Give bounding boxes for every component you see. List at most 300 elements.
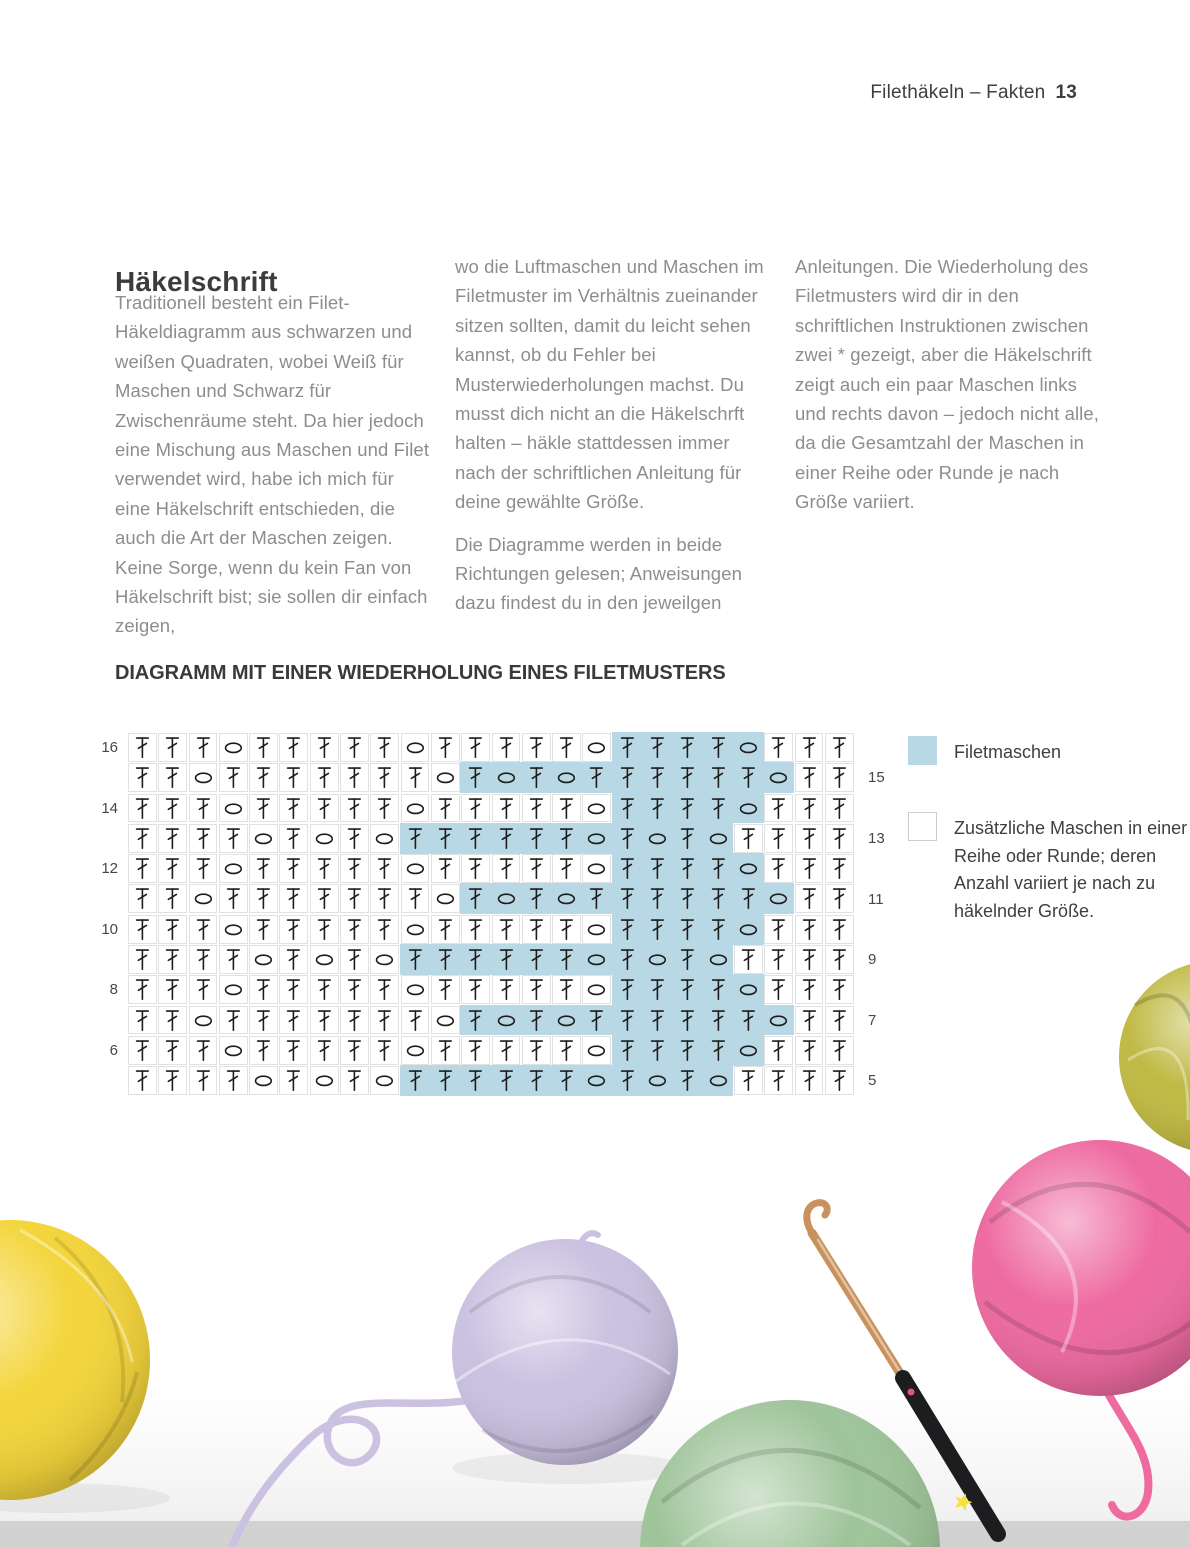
treble-stitch-icon	[583, 764, 610, 791]
treble-stitch-icon	[493, 795, 520, 822]
cell-treble-stitch	[431, 824, 460, 853]
treble-stitch-icon	[614, 855, 641, 882]
chain-stitch-icon	[190, 764, 217, 791]
cell-treble-stitch	[825, 824, 854, 853]
chain-stitch-icon	[432, 764, 459, 791]
legend-item-zusaetzliche-maschen	[908, 812, 1188, 921]
treble-stitch-icon	[674, 916, 701, 943]
cell-treble-stitch	[310, 733, 339, 762]
chain-stitch-icon	[432, 885, 459, 912]
cell-treble-stitch	[189, 854, 218, 883]
row-number-14: 14	[101, 799, 118, 817]
treble-stitch-icon	[705, 734, 732, 761]
cell-treble-stitch	[643, 854, 672, 883]
page-header	[870, 82, 1077, 104]
cell-chain-stitch	[764, 763, 793, 792]
treble-stitch-icon	[190, 825, 217, 852]
cell-treble-stitch	[340, 794, 369, 823]
cell-treble-stitch	[522, 824, 551, 853]
cell-treble-stitch	[825, 794, 854, 823]
treble-stitch-icon	[674, 734, 701, 761]
chain-stitch-icon	[735, 734, 762, 761]
treble-stitch-icon	[159, 885, 186, 912]
treble-stitch-icon	[280, 916, 307, 943]
cell-treble-stitch	[279, 824, 308, 853]
treble-stitch-icon	[402, 885, 429, 912]
chain-stitch-icon	[583, 855, 610, 882]
treble-stitch-icon	[462, 916, 489, 943]
treble-stitch-icon	[796, 916, 823, 943]
cell-chain-stitch	[582, 854, 611, 883]
treble-stitch-icon	[553, 825, 580, 852]
treble-stitch-icon	[493, 855, 520, 882]
cell-treble-stitch	[552, 794, 581, 823]
treble-stitch-icon	[462, 764, 489, 791]
treble-stitch-icon	[280, 825, 307, 852]
treble-stitch-icon	[796, 795, 823, 822]
text-column-1	[115, 288, 430, 654]
chain-stitch-icon	[735, 795, 762, 822]
treble-stitch-icon	[765, 734, 792, 761]
treble-stitch-icon	[796, 825, 823, 852]
row-number-6: 6	[109, 1042, 118, 1059]
treble-stitch-icon	[311, 795, 338, 822]
treble-stitch-icon	[129, 855, 156, 882]
cell-chain-stitch	[401, 794, 430, 823]
treble-stitch-icon	[250, 916, 277, 943]
cell-treble-stitch	[279, 763, 308, 792]
treble-stitch-icon	[826, 795, 853, 822]
row-number-12: 12	[101, 860, 118, 878]
chain-stitch-icon	[493, 885, 520, 912]
row-number-9: 9	[868, 951, 877, 969]
treble-stitch-icon	[735, 885, 762, 912]
cell-chain-stitch	[552, 884, 581, 913]
cell-chain-stitch	[370, 824, 399, 853]
treble-stitch-icon	[129, 764, 156, 791]
cell-treble-stitch	[825, 733, 854, 762]
treble-stitch-icon	[341, 795, 368, 822]
cell-treble-stitch	[279, 794, 308, 823]
treble-stitch-icon	[826, 825, 853, 852]
treble-stitch-icon	[129, 795, 156, 822]
treble-stitch-icon	[159, 734, 186, 761]
cell-chain-stitch	[764, 884, 793, 913]
treble-stitch-icon	[705, 795, 732, 822]
cell-treble-stitch	[158, 824, 187, 853]
treble-stitch-icon	[705, 764, 732, 791]
treble-stitch-icon	[129, 916, 156, 943]
chain-stitch-icon	[402, 795, 429, 822]
treble-stitch-icon	[705, 916, 732, 943]
treble-stitch-icon	[280, 764, 307, 791]
treble-stitch-icon	[462, 885, 489, 912]
cell-treble-stitch	[370, 884, 399, 913]
cell-treble-stitch	[704, 884, 733, 913]
treble-stitch-icon	[644, 885, 671, 912]
treble-stitch-icon	[674, 855, 701, 882]
cell-treble-stitch	[279, 884, 308, 913]
cell-treble-stitch	[189, 794, 218, 823]
cell-treble-stitch	[461, 733, 490, 762]
treble-stitch-icon	[159, 855, 186, 882]
cell-chain-stitch	[219, 794, 248, 823]
treble-stitch-icon	[190, 855, 217, 882]
treble-stitch-icon	[644, 855, 671, 882]
cell-treble-stitch	[219, 884, 248, 913]
cell-treble-stitch	[128, 794, 157, 823]
cell-chain-stitch	[492, 884, 521, 913]
chain-stitch-icon	[583, 825, 610, 852]
treble-stitch-icon	[341, 764, 368, 791]
cell-treble-stitch	[582, 763, 611, 792]
treble-stitch-icon	[705, 855, 732, 882]
cell-chain-stitch	[734, 854, 763, 883]
cell-treble-stitch	[673, 884, 702, 913]
cell-chain-stitch	[431, 763, 460, 792]
treble-stitch-icon	[674, 764, 701, 791]
cell-treble-stitch	[673, 733, 702, 762]
cell-treble-stitch	[370, 733, 399, 762]
cell-treble-stitch	[552, 854, 581, 883]
treble-stitch-icon	[190, 734, 217, 761]
cell-treble-stitch	[310, 794, 339, 823]
treble-stitch-icon	[644, 916, 671, 943]
cell-treble-stitch	[825, 763, 854, 792]
cell-treble-stitch	[613, 733, 642, 762]
cell-treble-stitch	[613, 854, 642, 883]
cell-treble-stitch	[704, 763, 733, 792]
treble-stitch-icon	[250, 885, 277, 912]
treble-stitch-icon	[614, 916, 641, 943]
cell-treble-stitch	[522, 733, 551, 762]
treble-stitch-icon	[371, 764, 398, 791]
paragraph: Anleitungen. Die Wiederholung des Filetmusters wird dir in den schriftlichen Instruktionen zwischen zwei * gezeigt, aber die Häkelschrift zeigt auch ein paar Maschen links und rechts davon – jedoch nicht alle, da die Gesamtzahl der Maschen in einer Reihe oder Runde je nach Größe variiert.	[795, 256, 1100, 513]
cell-treble-stitch	[431, 854, 460, 883]
cell-treble-stitch	[401, 824, 430, 853]
treble-stitch-icon	[341, 916, 368, 943]
treble-stitch-icon	[644, 734, 671, 761]
cell-treble-stitch	[613, 763, 642, 792]
cell-treble-stitch	[310, 763, 339, 792]
treble-stitch-icon	[371, 885, 398, 912]
cell-treble-stitch	[310, 854, 339, 883]
cell-treble-stitch	[704, 794, 733, 823]
treble-stitch-icon	[583, 885, 610, 912]
cell-chain-stitch	[492, 763, 521, 792]
treble-stitch-icon	[432, 795, 459, 822]
cell-chain-stitch	[734, 794, 763, 823]
treble-stitch-icon	[311, 916, 338, 943]
cell-chain-stitch	[552, 763, 581, 792]
legend-label: Zusätzliche Maschen in einer Reihe oder Runde; deren Anzahl variiert je nach zu häkelnder Größe.	[954, 818, 1188, 921]
row-number-8: 8	[109, 981, 118, 999]
treble-stitch-icon	[614, 734, 641, 761]
cell-treble-stitch	[249, 854, 278, 883]
cell-treble-stitch	[825, 884, 854, 913]
cell-chain-stitch	[401, 854, 430, 883]
cell-treble-stitch	[461, 794, 490, 823]
chain-stitch-icon	[735, 855, 762, 882]
treble-stitch-icon	[250, 764, 277, 791]
chain-stitch-icon	[220, 916, 247, 943]
cell-treble-stitch	[764, 854, 793, 883]
treble-stitch-icon	[705, 885, 732, 912]
treble-stitch-icon	[432, 855, 459, 882]
cell-treble-stitch	[370, 763, 399, 792]
handle-dot	[908, 1389, 915, 1396]
cell-treble-stitch	[461, 884, 490, 913]
cell-treble-stitch	[249, 763, 278, 792]
chain-stitch-icon	[493, 764, 520, 791]
treble-stitch-icon	[796, 855, 823, 882]
treble-stitch-icon	[432, 825, 459, 852]
cell-chain-stitch	[582, 794, 611, 823]
treble-stitch-icon	[796, 764, 823, 791]
chain-stitch-icon	[402, 855, 429, 882]
chain-stitch-icon	[402, 734, 429, 761]
treble-stitch-icon	[280, 734, 307, 761]
cell-treble-stitch	[704, 733, 733, 762]
chain-stitch-icon	[705, 825, 732, 852]
cell-treble-stitch	[643, 733, 672, 762]
chain-stitch-icon	[220, 734, 247, 761]
chain-stitch-icon	[371, 825, 398, 852]
cell-chain-stitch	[643, 824, 672, 853]
treble-stitch-icon	[190, 795, 217, 822]
treble-stitch-icon	[735, 764, 762, 791]
cell-treble-stitch	[795, 854, 824, 883]
cell-treble-stitch	[734, 824, 763, 853]
treble-stitch-icon	[280, 795, 307, 822]
cell-treble-stitch	[764, 733, 793, 762]
cell-chain-stitch	[219, 733, 248, 762]
cell-treble-stitch	[128, 884, 157, 913]
cell-treble-stitch	[128, 763, 157, 792]
cell-treble-stitch	[370, 854, 399, 883]
treble-stitch-icon	[826, 764, 853, 791]
treble-stitch-icon	[129, 825, 156, 852]
cell-treble-stitch	[431, 733, 460, 762]
treble-stitch-icon	[190, 916, 217, 943]
cell-chain-stitch	[219, 854, 248, 883]
treble-stitch-icon	[523, 734, 550, 761]
table-edge-strip	[0, 1521, 1190, 1547]
chain-stitch-icon	[402, 916, 429, 943]
treble-stitch-icon	[371, 855, 398, 882]
cell-treble-stitch	[795, 794, 824, 823]
treble-stitch-icon	[826, 885, 853, 912]
chain-stitch-icon	[735, 916, 762, 943]
row-number-16: 16	[101, 739, 118, 756]
page-number: 13	[1055, 82, 1077, 103]
treble-stitch-icon	[402, 764, 429, 791]
cell-treble-stitch	[673, 763, 702, 792]
cell-treble-stitch	[431, 794, 460, 823]
cell-chain-stitch	[704, 824, 733, 853]
treble-stitch-icon	[250, 734, 277, 761]
cell-treble-stitch	[522, 854, 551, 883]
cell-treble-stitch	[279, 854, 308, 883]
cell-treble-stitch	[219, 824, 248, 853]
cell-treble-stitch	[582, 884, 611, 913]
treble-stitch-icon	[220, 885, 247, 912]
cell-treble-stitch	[340, 884, 369, 913]
treble-stitch-icon	[371, 795, 398, 822]
cell-treble-stitch	[128, 733, 157, 762]
treble-stitch-icon	[796, 734, 823, 761]
text-column-2	[455, 252, 770, 631]
treble-stitch-icon	[765, 855, 792, 882]
treble-stitch-icon	[402, 825, 429, 852]
cell-treble-stitch	[825, 854, 854, 883]
chain-stitch-icon	[250, 825, 277, 852]
cell-treble-stitch	[795, 763, 824, 792]
treble-stitch-icon	[311, 885, 338, 912]
cell-treble-stitch	[613, 884, 642, 913]
cell-treble-stitch	[158, 763, 187, 792]
treble-stitch-icon	[674, 795, 701, 822]
chain-stitch-icon	[583, 795, 610, 822]
cell-treble-stitch	[673, 794, 702, 823]
cell-treble-stitch	[461, 763, 490, 792]
treble-stitch-icon	[674, 825, 701, 852]
cell-treble-stitch	[189, 733, 218, 762]
chain-stitch-icon	[765, 764, 792, 791]
cell-treble-stitch	[279, 733, 308, 762]
treble-stitch-icon	[826, 734, 853, 761]
treble-stitch-icon	[614, 764, 641, 791]
treble-stitch-icon	[826, 855, 853, 882]
cell-treble-stitch	[340, 763, 369, 792]
cell-treble-stitch	[461, 824, 490, 853]
treble-stitch-icon	[493, 825, 520, 852]
cell-chain-stitch	[249, 824, 278, 853]
row-number-5: 5	[868, 1072, 877, 1090]
treble-stitch-icon	[674, 885, 701, 912]
cell-chain-stitch	[401, 733, 430, 762]
cell-treble-stitch	[764, 824, 793, 853]
treble-stitch-icon	[280, 855, 307, 882]
cell-treble-stitch	[461, 854, 490, 883]
cell-treble-stitch	[401, 884, 430, 913]
cell-treble-stitch	[522, 794, 551, 823]
treble-stitch-icon	[129, 885, 156, 912]
treble-stitch-icon	[644, 764, 671, 791]
cell-chain-stitch	[582, 733, 611, 762]
chain-stitch-icon	[553, 885, 580, 912]
treble-stitch-icon	[523, 825, 550, 852]
cell-chain-stitch	[189, 884, 218, 913]
treble-stitch-icon	[341, 825, 368, 852]
treble-stitch-icon	[250, 795, 277, 822]
treble-stitch-icon	[129, 734, 156, 761]
treble-stitch-icon	[765, 825, 792, 852]
treble-stitch-icon	[796, 885, 823, 912]
row-number-13: 13	[868, 829, 885, 847]
paragraph: Die Diagramme werden in beide Richtungen gelesen; Anweisungen dazu findest du in den jeweilgen	[455, 533, 742, 614]
cell-treble-stitch	[795, 824, 824, 853]
text-column-3	[795, 252, 1110, 530]
cell-treble-stitch	[795, 884, 824, 913]
chain-stitch-icon	[220, 855, 247, 882]
cell-treble-stitch	[340, 824, 369, 853]
page-header-title: Filethäkeln – Fakten	[870, 82, 1046, 103]
legend-item-filetmaschen	[908, 736, 1062, 770]
yarn-photo-footer	[0, 940, 1190, 1547]
cell-treble-stitch	[249, 884, 278, 913]
chartreuse-yarn-ball	[1119, 961, 1190, 1153]
white-swatch	[908, 812, 937, 841]
cell-treble-stitch	[401, 763, 430, 792]
cell-treble-stitch	[219, 763, 248, 792]
cell-treble-stitch	[128, 854, 157, 883]
blue-swatch	[908, 736, 937, 765]
section-heading: Häkelschrift	[115, 265, 278, 297]
cell-treble-stitch	[643, 884, 672, 913]
chain-stitch-icon	[553, 764, 580, 791]
treble-stitch-icon	[614, 885, 641, 912]
treble-stitch-icon	[371, 916, 398, 943]
cell-treble-stitch	[613, 824, 642, 853]
treble-stitch-icon	[432, 734, 459, 761]
cell-treble-stitch	[128, 824, 157, 853]
diagram-title: DIAGRAMM MIT EINER WIEDERHOLUNG EINES FILETMUSTERS	[115, 661, 726, 684]
treble-stitch-icon	[553, 855, 580, 882]
treble-stitch-icon	[523, 855, 550, 882]
treble-stitch-icon	[311, 855, 338, 882]
treble-stitch-icon	[523, 885, 550, 912]
cell-treble-stitch	[764, 794, 793, 823]
legend-label: Filetmaschen	[954, 742, 1062, 762]
cell-treble-stitch	[249, 733, 278, 762]
treble-stitch-icon	[614, 795, 641, 822]
treble-stitch-icon	[341, 734, 368, 761]
treble-stitch-icon	[341, 885, 368, 912]
hook-tip	[807, 1203, 827, 1233]
cell-chain-stitch	[310, 824, 339, 853]
cell-treble-stitch	[189, 824, 218, 853]
cell-treble-stitch	[492, 733, 521, 762]
cell-treble-stitch	[643, 763, 672, 792]
treble-stitch-icon	[644, 795, 671, 822]
treble-stitch-icon	[220, 825, 247, 852]
paragraph: wo die Luftmaschen und Maschen im Filetmuster im Verhältnis zueinander sitzen sollten, damit du leicht sehen kannst, ob du Fehler bei Musterwiederholungen machst. Du musst dich nicht an die Häkelschrft halten – häkle stattdessen immer nach der schriftlichen Anleitung für deine gewählte Größe.	[455, 256, 764, 513]
cell-treble-stitch	[795, 733, 824, 762]
treble-stitch-icon	[159, 795, 186, 822]
treble-stitch-icon	[523, 764, 550, 791]
treble-stitch-icon	[493, 916, 520, 943]
cell-treble-stitch	[522, 884, 551, 913]
treble-stitch-icon	[280, 885, 307, 912]
treble-stitch-icon	[826, 916, 853, 943]
treble-stitch-icon	[553, 916, 580, 943]
cell-treble-stitch	[158, 884, 187, 913]
treble-stitch-icon	[371, 734, 398, 761]
cell-treble-stitch	[492, 824, 521, 853]
treble-stitch-icon	[462, 734, 489, 761]
row-number-15: 15	[868, 769, 885, 787]
cell-treble-stitch	[249, 794, 278, 823]
row-number-10: 10	[101, 920, 118, 938]
cell-treble-stitch	[158, 733, 187, 762]
row-number-11: 11	[868, 890, 884, 908]
treble-stitch-icon	[220, 764, 247, 791]
chain-stitch-icon	[190, 885, 217, 912]
cell-treble-stitch	[158, 794, 187, 823]
treble-stitch-icon	[311, 764, 338, 791]
treble-stitch-icon	[553, 734, 580, 761]
